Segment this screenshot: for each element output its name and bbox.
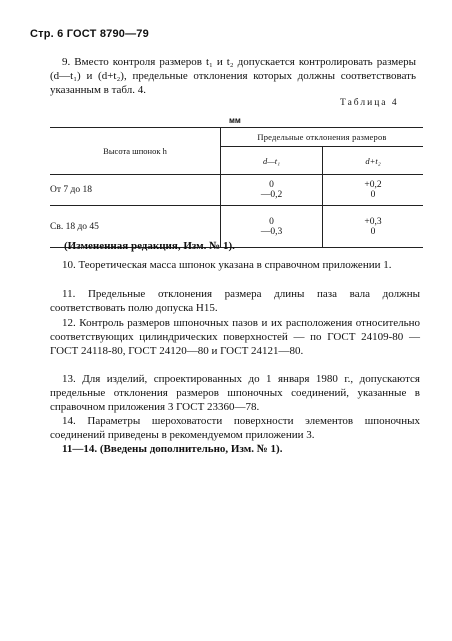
table-unit: мм (229, 116, 241, 125)
table-caption: Таблица 4 (340, 98, 399, 108)
deviation-value: 0 (370, 226, 376, 237)
clause-12: 12. Контроль размеров шпоночных пазов и их расположения относительно соответствующих цилиндрических поверхностей — по ГОСТ 24109-80 — ГОСТ 24118-80, ГОСТ 24120—80 и ГОСТ 24121—80. (50, 317, 420, 357)
table-4 (50, 127, 423, 248)
deviation-cell (221, 175, 323, 206)
amendment-note: (Измененная редакция, Изм. № 1). (64, 240, 235, 252)
sub-header-d-minus-t1: d—t₁ (221, 147, 323, 175)
deviation-value: 0 (269, 180, 274, 190)
clause-9: 9. Вместо контроля размеров t₁ и t₂ допускается контролировать размеры (d—t₁) и (d+t₂), предельные отклонения которых должны соответствовать указанным в табл. 4. (50, 56, 416, 96)
clause-10: 10. Теоретическая масса шпонок указана в справочном приложении 1. (62, 259, 392, 271)
page-header: Стр. 6 ГОСТ 8790—79 (30, 28, 149, 40)
col-header-height: Высота шпонок h (50, 128, 221, 175)
final-note: 11—14. (Введены дополнительно, Изм. № 1). (62, 443, 283, 455)
deviation-value: —0,3 (260, 226, 283, 237)
clause-14: 14. Параметры шероховатости поверхности элементов шпоночных соединений приведены в рекомендуемом приложении 3. (50, 415, 420, 441)
col-header-deviations: Предельные отклонения размеров (221, 128, 424, 147)
table-row (50, 175, 423, 206)
deviation-value: +0,3 (364, 216, 382, 227)
deviation-value: —0,2 (260, 190, 283, 200)
row-label: Св. 18 до 45 (50, 206, 221, 248)
deviation-cell (323, 175, 424, 206)
sub-header-d-plus-t2: d+t₂ (323, 147, 424, 175)
clause-11: 11. Предельные отклонения размера длины паза вала должны соответствовать полю допуска Н15. (50, 288, 420, 314)
clause-13: 13. Для изделий, спроектированных до 1 января 1980 г., допускаются предельные отклонения размеров шпоночных соединений, указанные в справочном приложения 3 ГОСТ 23360—78. (50, 373, 420, 413)
row-label: От 7 до 18 (50, 175, 221, 206)
deviation-value: 0 (269, 216, 274, 227)
deviation-value: 0 (370, 190, 376, 200)
deviation-value: +0,2 (364, 180, 382, 190)
